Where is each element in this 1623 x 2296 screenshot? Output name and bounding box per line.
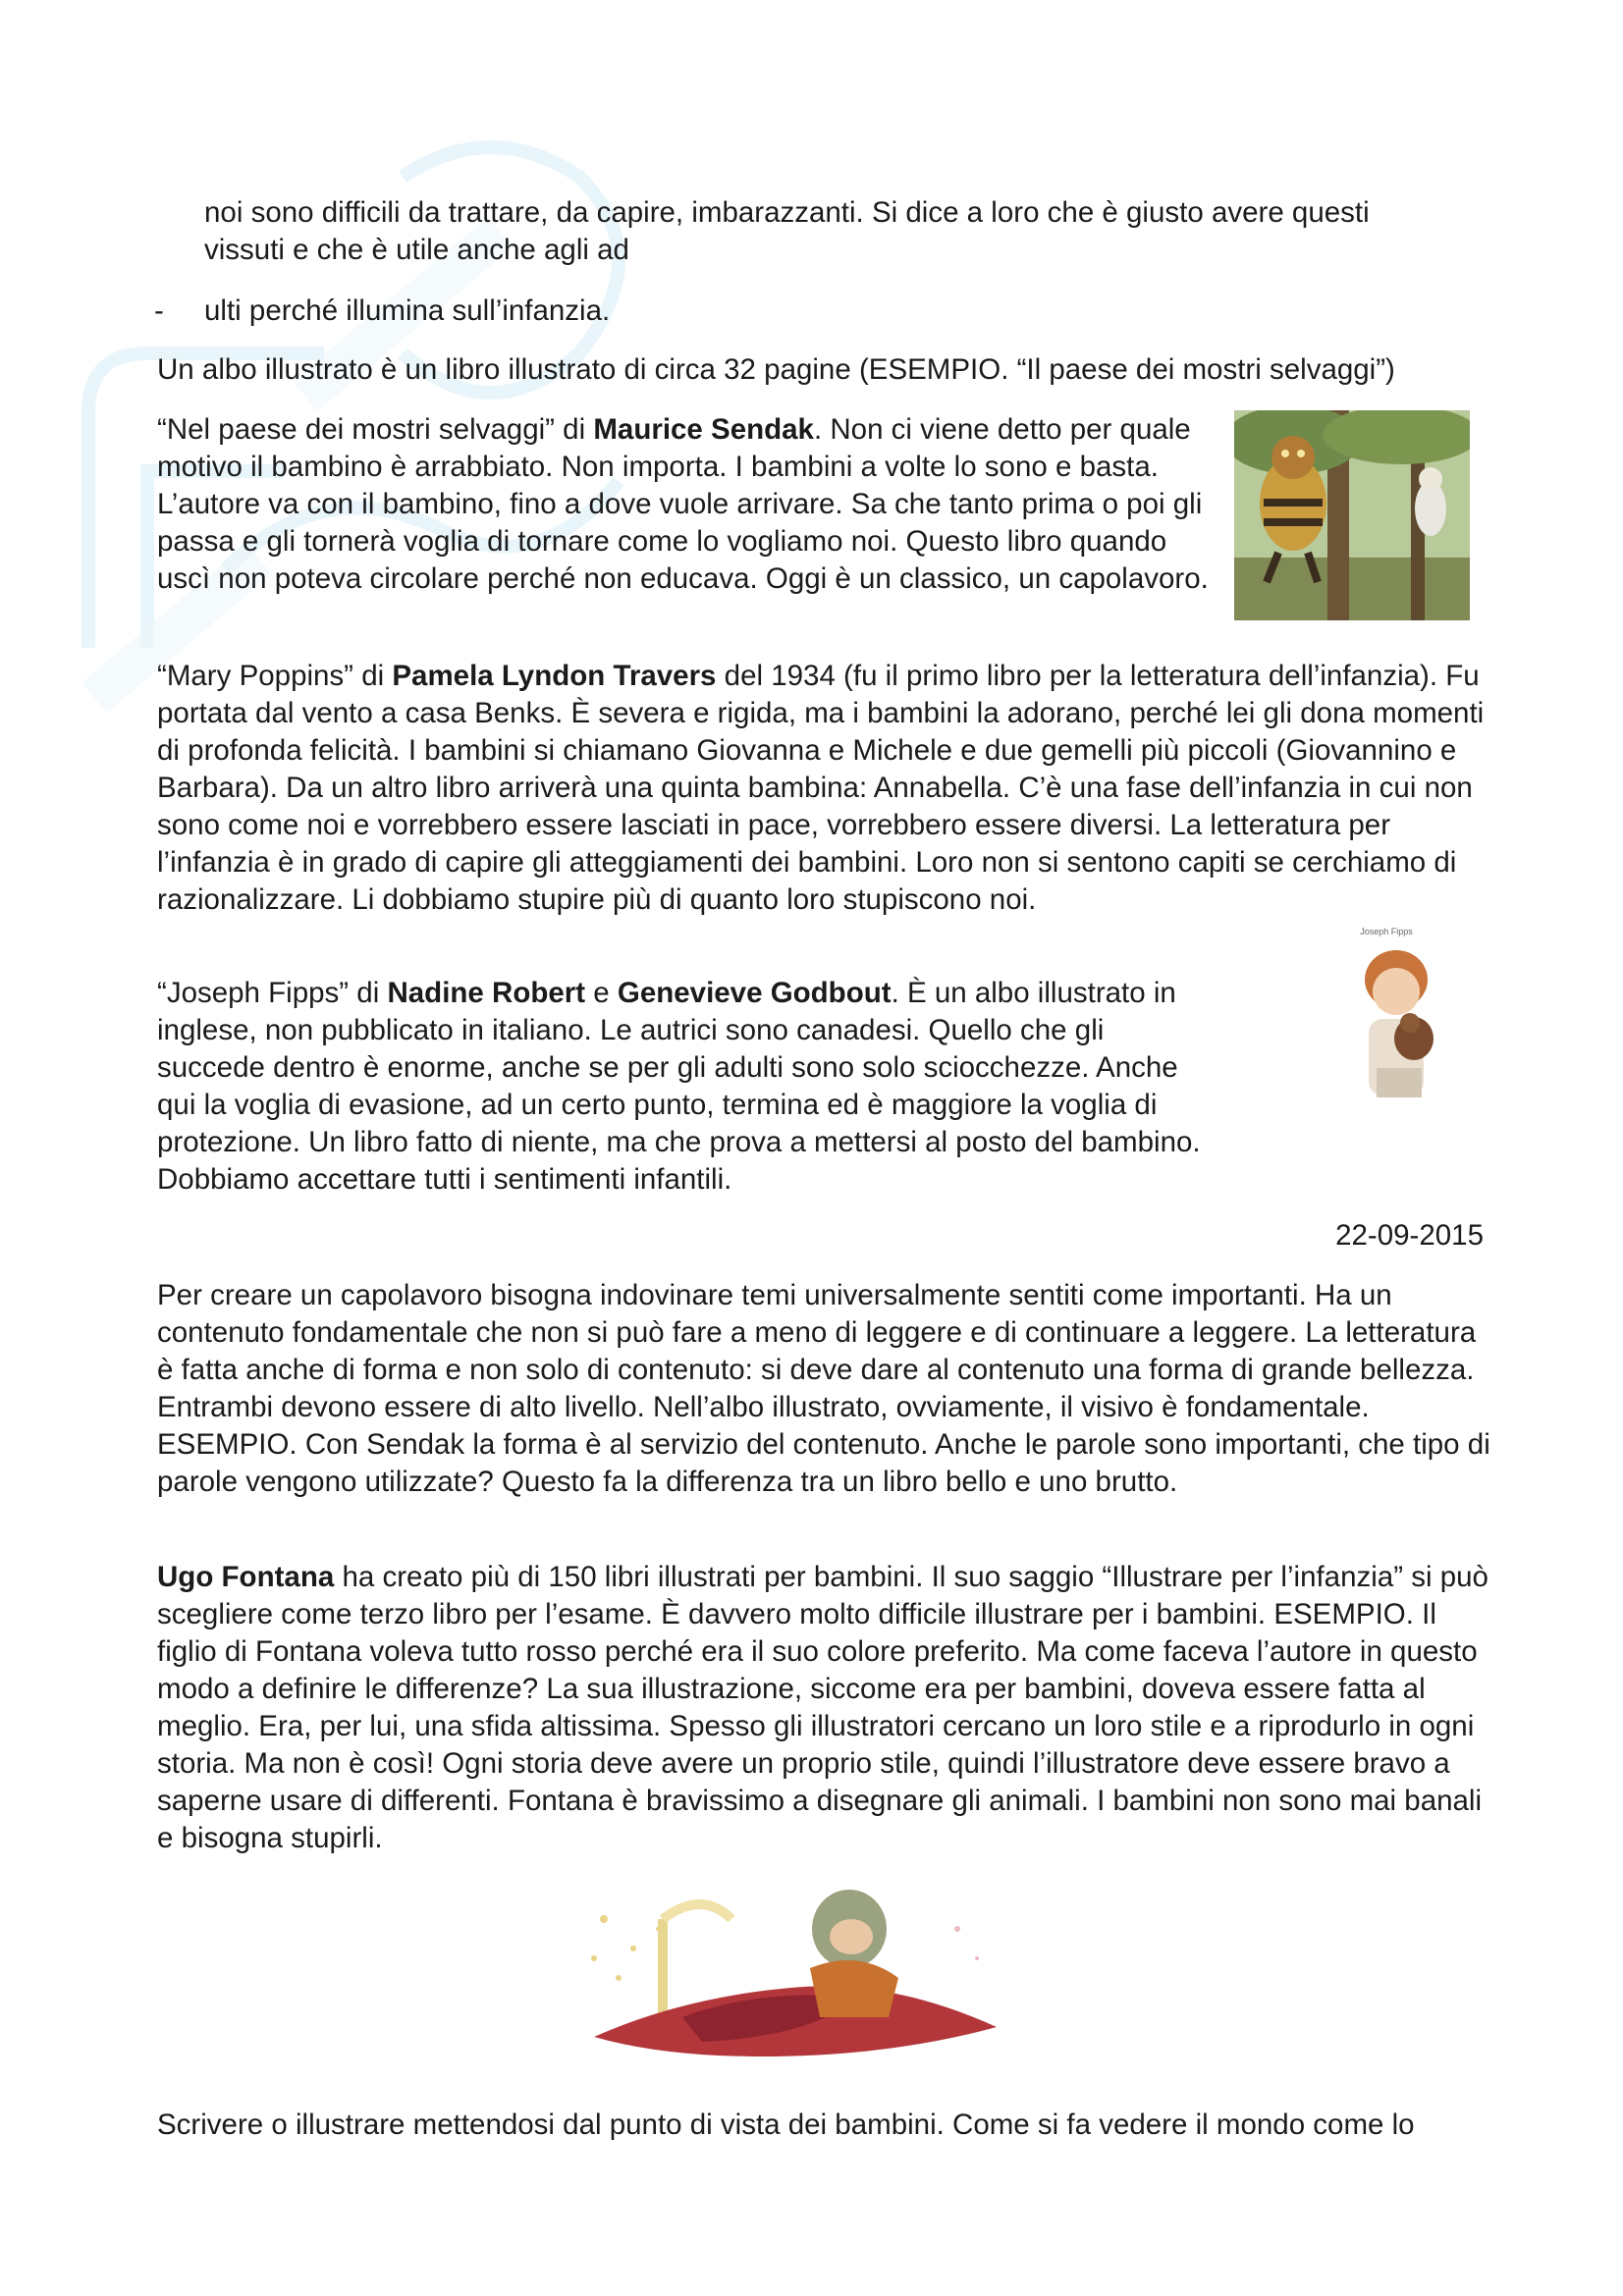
sendak-title: “Nel paese dei mostri selvaggi” di [157, 413, 594, 446]
wild-things-illustration [1234, 410, 1470, 620]
poppins-text: del 1934 (fu il primo libro per la letteratura dell’infanzia). Fu portata dal vento a casa Benks. È severa e rigida, ma i bambini la adorano, perché lei gli dona momenti di profonda felicità. I bambini si chiamano Giovanna e Michele e due gemelli più piccoli (Giovannino e Barbara). Da un altro libro arriverà una quinta bambina: Annabella. C’è una fase dell’infanzia in cui non sono come noi e vorrebbero essere lasciati in pace, vorrebbero essere diversi. La letteratura per l’infanzia è in grado di capire gli atteggiamenti dei bambini. Loro non si sentono capiti se cerchiamo di razionalizzare. Li dobbiamo stupire più di quanto loro stupiscono noi. [157, 660, 1485, 916]
sendak-paragraph [157, 411, 1219, 598]
last-line: Scrivere o illustrare mettendosi dal punto di vista dei bambini. Come si fa vedere il mondo come lo [157, 2109, 1415, 2141]
fipps-cover-caption: Joseph Fipps [1360, 927, 1413, 936]
albo-definition: Un albo illustrato è un libro illustrato di circa 32 pagine (ESEMPIO. “Il paese dei mostri selvaggi”) [157, 353, 1395, 386]
fipps-paragraph-top [157, 975, 1219, 1199]
joseph-fipps-cover [1327, 921, 1445, 1105]
sendak-author: Maurice Sendak [593, 413, 814, 446]
intro-line-2: vissuti e che è utile anche agli ad [204, 234, 629, 266]
fontana-paragraph [157, 1559, 1494, 1857]
fontana-text: ha creato più di 150 libri illustrati per bambini. Il suo saggio “Illustrare per l’infanzia” si può scegliere come terzo libro per l’esame. È davvero molto difficile illustrare per i bambini. ESEMPIO. Il figlio di Fontana voleva tutto rosso perché era il suo colore preferito. Ma come faceva l’autore in questo modo a definire le differenze? La sua illustrazione, siccome era per bambini, doveva essere fatta al meglio. Era, per lui, una sfida altissima. Spesso gli illustratori cercano un loro stile e a riprodurlo in ogni storia. Ma non è così! Ogni storia deve avere un proprio stile, quindi l’illustratore deve essere bravo a saperne usare di differenti. Fontana è bravissimo a disegnare gli animali. I bambini non sono mai banali e bisogna stupirli. [157, 1561, 1488, 1854]
sendak-text: . Non ci viene detto per quale motivo il bambino è arrabbiato. Non importa. I bambini a volte lo sono e basta. L’autore va con il bambino, fino a dove vuole arrivare. Sa che tanto prima o poi gli passa e gli tornerà voglia di tornare come lo vogliamo noi. Questo libro quando uscì non poteva circolare perché non educava. Oggi è un classico, un capolavoro. [157, 413, 1209, 595]
poppins-paragraph [157, 658, 1494, 919]
fipps-author-2: Genevieve Godbout [617, 977, 892, 1009]
intro-line-1: noi sono difficili da trattare, da capire, imbarazzanti. Si dice a loro che è giusto avere questi [204, 196, 1370, 229]
fipps-title: “Joseph Fipps” di [157, 977, 388, 1009]
bullet-dash: - [154, 294, 164, 327]
fipps-text: . È un albo illustrato in inglese, non pubblicato in italiano. Le autrici sono canadesi. Quello che gli succede dentro è enorme, anche se per gli adulti sono solo sciocchezze. Anche qui la voglia di evasione, ad un certo punto, termina ed è maggiore la voglia di protezione. Un libro fatto di niente, ma che prova a mettersi al posto del bambino. Dobbiamo accettare tutti i sentimenti infantili. [157, 977, 1201, 1196]
fipps-and: e [585, 977, 618, 1009]
lecture-date: 22-09-2015 [1335, 1219, 1484, 1252]
fipps-author-1: Nadine Robert [387, 977, 586, 1009]
fontana-author: Ugo Fontana [157, 1561, 335, 1593]
capolavoro-paragraph: Per creare un capolavoro bisogna indovinare temi universalmente sentiti come importanti. Ha un contenuto fondamentale che non si può fare a meno di leggere e di continuare a leggere. La letteratura è fatta anche di forma e non solo di contenuto: si deve dare al contenuto una forma di grande bellezza. Entrambi devono essere di alto livello. Nell’albo illustrato, ovviamente, il visivo è fondamentale. ESEMPIO. Con Sendak la forma è al servizio del contenuto. Anche le parole sono importanti, che tipo di parole vengono utilizzate? Questo fa la differenza tra un libro bello e uno brutto. [157, 1279, 1490, 1498]
poppins-title: “Mary Poppins” di [157, 660, 393, 692]
bullet-text: ulti perché illumina sull’infanzia. [204, 294, 611, 327]
fontana-illustration [565, 1870, 1016, 2062]
poppins-author: Pamela Lyndon Travers [392, 660, 717, 692]
